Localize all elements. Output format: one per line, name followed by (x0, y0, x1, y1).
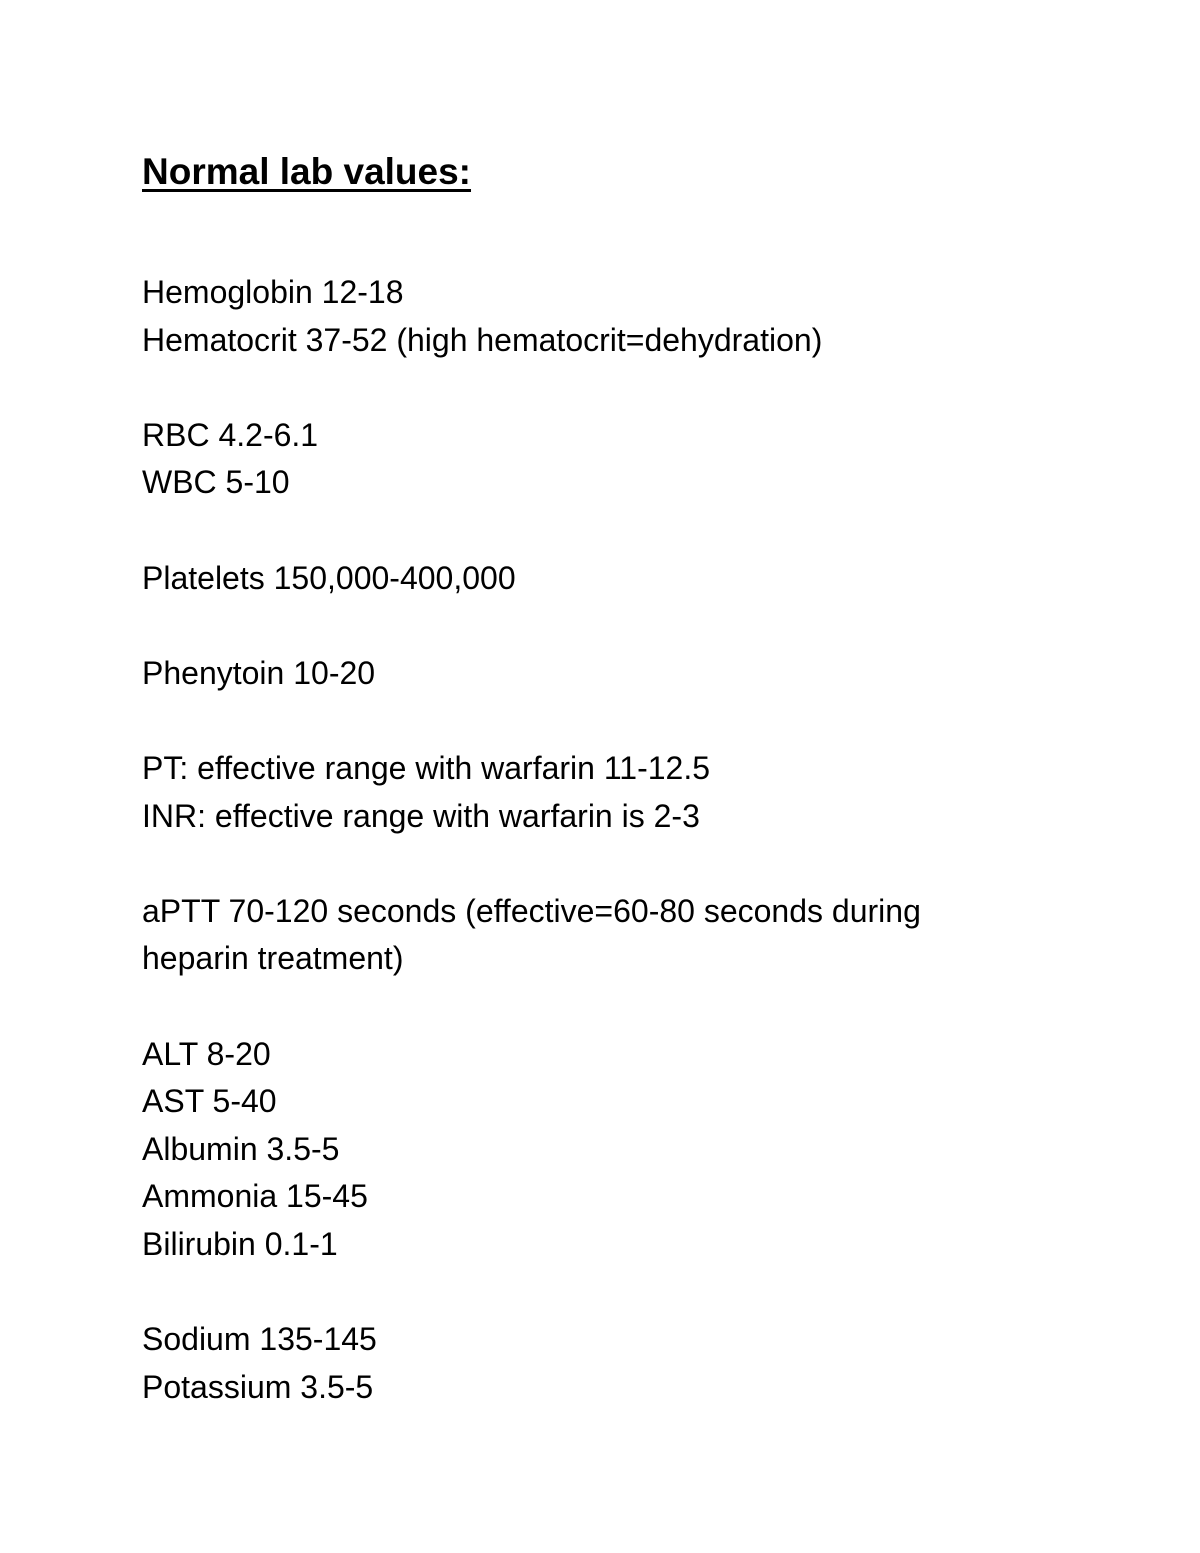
spacer (142, 364, 1122, 412)
lab-value-sodium: Sodium 135-145 (142, 1321, 377, 1358)
lab-value-pt: PT: effective range with warfarin 11-12.5 (142, 749, 710, 786)
lab-value-platelets: Platelets 150,000-400,000 (142, 559, 516, 596)
document-page (142, 148, 1122, 1411)
lab-value-phenytoin: Phenytoin 10-20 (142, 654, 376, 691)
lab-value-albumin: Albumin 3.5-5 (142, 1130, 340, 1167)
lab-value-aptt-line-2: heparin treatment) (142, 940, 404, 977)
lab-value-aptt-line-1: aPTT 70-120 seconds (effective=60-80 seconds during (142, 892, 921, 929)
spacer (142, 840, 1122, 888)
lab-value-bilirubin: Bilirubin 0.1-1 (142, 1225, 338, 1262)
spacer (142, 602, 1122, 650)
spacer (142, 983, 1122, 1031)
lab-value-ast: AST 5-40 (142, 1083, 277, 1120)
spacer (142, 196, 1122, 269)
lab-value-hematocrit: Hematocrit 37-52 (high hematocrit=dehydration) (142, 321, 823, 358)
document-title: Normal lab values: (142, 151, 472, 192)
spacer (142, 507, 1122, 555)
spacer (142, 1268, 1122, 1316)
spacer (142, 697, 1122, 745)
lab-value-rbc: RBC 4.2-6.1 (142, 416, 319, 453)
lab-value-wbc: WBC 5-10 (142, 464, 290, 501)
lab-value-potassium: Potassium 3.5-5 (142, 1368, 374, 1405)
lab-value-hemoglobin: Hemoglobin 12-18 (142, 274, 404, 310)
lab-value-inr: INR: effective range with warfarin is 2-3 (142, 797, 700, 834)
lab-value-alt: ALT 8-20 (142, 1035, 271, 1072)
lab-value-ammonia: Ammonia 15-45 (142, 1178, 368, 1215)
